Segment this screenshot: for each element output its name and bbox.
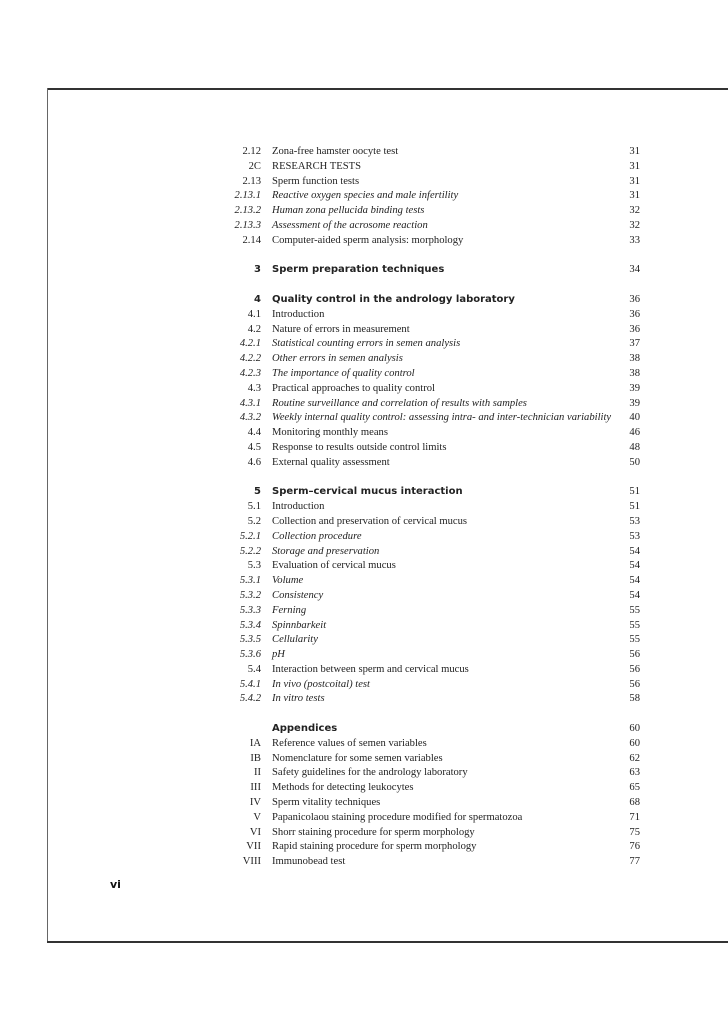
toc-entry-page: 60 — [629, 723, 640, 735]
toc-entry-page: 48 — [629, 441, 640, 453]
toc-entry-page: 39 — [629, 382, 640, 394]
toc-entry-page: 56 — [629, 649, 640, 661]
toc-entry — [0, 737, 728, 752]
toc-entry-number: 5.3.3 — [239, 604, 261, 616]
toc-entry-title: Statistical counting errors in semen analysis — [272, 338, 461, 350]
toc-entry-number: 5.2.1 — [239, 530, 261, 542]
toc-entry-title: Interaction between sperm and cervical mucus — [272, 663, 469, 675]
toc-entry — [0, 633, 728, 648]
toc-entry-page: 32 — [629, 205, 640, 217]
toc-entry-number: 5.3.2 — [239, 589, 261, 601]
toc-entry-page: 32 — [629, 219, 640, 231]
toc-entry-number: 5.4.2 — [239, 693, 261, 705]
toc-entry-page: 77 — [629, 856, 640, 868]
toc-entry-number: III — [250, 782, 261, 794]
toc-entry — [0, 441, 728, 456]
toc-entry-page: 62 — [629, 752, 640, 764]
toc-entry-title: Introduction — [272, 308, 325, 320]
top-rule — [47, 88, 728, 90]
toc-entry-title: Routine surveillance and correlation of results with samples — [272, 397, 527, 409]
toc-entry-number: 4.1 — [247, 308, 261, 320]
toc-entry-page: 46 — [629, 427, 640, 439]
toc-entry — [0, 545, 728, 560]
toc-entry-page: 60 — [629, 737, 640, 749]
toc-entry-number: 4.2.1 — [239, 338, 261, 350]
toc-entry-title: Appendices — [272, 723, 338, 735]
toc-entry — [0, 219, 728, 234]
toc-entry-title: Collection procedure — [272, 530, 362, 542]
toc-entry-page: 54 — [629, 560, 640, 572]
toc-entry-title: Cellularity — [272, 634, 318, 646]
toc-entry — [0, 293, 728, 308]
toc-entry-page: 68 — [629, 797, 640, 809]
toc-entry-title: The importance of quality control — [272, 367, 415, 379]
toc-entry-title: Sperm–cervical mucus interaction — [272, 486, 463, 498]
toc-entry-number: IV — [249, 797, 261, 809]
toc-entry — [0, 367, 728, 382]
toc-entry-number: 5.3 — [247, 560, 261, 572]
table-of-contents — [0, 145, 728, 870]
toc-entry-number: 4.3.2 — [239, 412, 261, 424]
toc-entry-title: Practical approaches to quality control — [272, 382, 435, 394]
toc-entry — [0, 766, 728, 781]
bottom-rule — [47, 941, 728, 943]
toc-entry — [0, 352, 728, 367]
toc-entry — [0, 397, 728, 412]
toc-entry-number: 2.12 — [242, 146, 261, 157]
toc-entry-title: Ferning — [272, 604, 307, 616]
toc-entry-page: 36 — [629, 293, 640, 305]
toc-entry — [0, 604, 728, 619]
toc-entry-number: II — [253, 767, 261, 779]
toc-entry — [0, 189, 728, 204]
toc-entry-page: 65 — [629, 782, 640, 794]
toc-entry — [0, 160, 728, 175]
toc-entry — [0, 855, 728, 870]
toc-entry-number: 4.5 — [247, 441, 261, 453]
toc-entry-number: VI — [249, 826, 261, 838]
toc-entry-page: 54 — [629, 575, 640, 587]
toc-entry-page: 76 — [629, 841, 640, 853]
toc-entry — [0, 811, 728, 826]
toc-entry-page: 63 — [629, 767, 640, 779]
toc-entry-number: VIII — [242, 856, 261, 868]
toc-entry — [0, 619, 728, 634]
toc-entry-title: Volume — [272, 575, 304, 587]
toc-entry-title: In vivo (postcoital) test — [272, 678, 370, 690]
toc-entry — [0, 559, 728, 574]
toc-entry-number: 2C — [248, 160, 261, 172]
toc-entry-page: 56 — [629, 663, 640, 675]
toc-entry-number: 4 — [254, 293, 261, 305]
toc-entry-title: Rapid staining procedure for sperm morphology — [272, 841, 477, 853]
toc-entry-title: Nature of errors in measurement — [272, 323, 410, 335]
toc-entry — [0, 456, 728, 471]
toc-entry-title: Reference values of semen variables — [272, 737, 427, 749]
toc-entry-number: 2.13.3 — [234, 219, 261, 231]
toc-entry — [0, 515, 728, 530]
toc-entry-title: Human zona pellucida binding tests — [272, 205, 425, 217]
toc-entry — [0, 692, 728, 707]
toc-entry-title: Consistency — [272, 589, 324, 601]
toc-entry-page: 50 — [629, 456, 640, 468]
toc-entry — [0, 337, 728, 352]
page-folio: vi — [110, 878, 121, 891]
toc-entry-number: 4.4 — [247, 427, 261, 439]
toc-entry-page: 51 — [629, 486, 640, 498]
toc-entry-title: Storage and preservation — [272, 545, 380, 557]
toc-entry-title: Shorr staining procedure for sperm morphology — [272, 826, 475, 838]
toc-entry-number: V — [253, 811, 261, 823]
toc-entry-title: Quality control in the andrology laboratory — [272, 293, 515, 305]
toc-entry — [0, 485, 728, 500]
toc-entry-title: Methods for detecting leukocytes — [272, 782, 414, 794]
toc-entry-number: VII — [246, 841, 261, 853]
toc-entry-title: Safety guidelines for the andrology laboratory — [272, 767, 468, 779]
toc-entry-number: 3 — [254, 264, 261, 276]
toc-entry — [0, 574, 728, 589]
toc-entry-title: Evaluation of cervical mucus — [272, 560, 396, 572]
toc-entry-title: Sperm function tests — [272, 175, 360, 187]
toc-entry-title: Monitoring monthly means — [272, 427, 388, 439]
toc-entry-title: Response to results outside control limits — [272, 441, 447, 453]
toc-entry — [0, 663, 728, 678]
toc-entry — [0, 500, 728, 515]
toc-entry-title: Introduction — [272, 501, 325, 513]
toc-entry-page: 58 — [629, 693, 640, 705]
toc-entry-number: 4.3.1 — [239, 397, 261, 409]
toc-entry-number: 5.3.5 — [239, 634, 261, 646]
toc-entry-page: 71 — [629, 811, 640, 823]
toc-entry — [0, 234, 728, 249]
toc-entry-page: 33 — [629, 234, 640, 246]
toc-entry-page: 38 — [629, 367, 640, 379]
toc-entry-title: pH — [272, 649, 285, 661]
toc-entry-title: Computer-aided sperm analysis: morphology — [272, 234, 464, 246]
toc-entry-number: 5.2 — [247, 515, 261, 527]
toc-entry-number: 4.6 — [247, 456, 261, 468]
toc-entry — [0, 530, 728, 545]
toc-entry — [0, 648, 728, 663]
toc-entry — [0, 263, 728, 278]
toc-entry-title: In vitro tests — [272, 693, 325, 705]
toc-entry-title: Sperm preparation techniques — [272, 264, 445, 276]
toc-entry-number: 4.2.2 — [239, 353, 261, 365]
toc-entry-page: 37 — [629, 338, 640, 350]
toc-entry-title: Weekly internal quality control: assessing intra- and inter-technician variability — [272, 412, 612, 424]
toc-entry-number: 5.3.1 — [239, 575, 261, 587]
toc-entry — [0, 678, 728, 693]
toc-entry — [0, 308, 728, 323]
toc-entry-page: 54 — [629, 589, 640, 601]
toc-entry-page: 38 — [629, 353, 640, 365]
toc-entry-number: IA — [249, 737, 261, 749]
toc-entry — [0, 781, 728, 796]
toc-entry-number: 5.2.2 — [239, 545, 261, 557]
toc-entry — [0, 426, 728, 441]
toc-entry-title: Zona-free hamster oocyte test — [272, 146, 399, 157]
toc-entry-page: 36 — [629, 308, 640, 320]
toc-entry-number: 5.3.6 — [239, 649, 261, 661]
toc-entry-title: RESEARCH TESTS — [272, 160, 361, 172]
toc-entry-page: 51 — [629, 501, 640, 513]
toc-entry — [0, 722, 728, 737]
toc-entry-page: 31 — [629, 190, 640, 202]
toc-entry — [0, 589, 728, 604]
toc-entry — [0, 204, 728, 219]
toc-entry-page: 75 — [629, 826, 640, 838]
toc-entry-page: 31 — [629, 146, 640, 157]
toc-entry-number: IB — [250, 752, 261, 764]
toc-entry-page: 54 — [629, 545, 640, 557]
toc-entry-number: 4.2.3 — [239, 367, 261, 379]
toc-entry — [0, 175, 728, 190]
toc-entry-title: Assessment of the acrosome reaction — [272, 219, 428, 231]
toc-entry-number: 5.4 — [247, 663, 261, 675]
toc-entry-title: Collection and preservation of cervical mucus — [272, 515, 468, 527]
toc-entry-page: 36 — [629, 323, 640, 335]
toc-entry — [0, 145, 728, 160]
toc-entry-page: 31 — [629, 160, 640, 172]
toc-entry-page: 55 — [629, 619, 640, 631]
toc-entry-title: Nomenclature for some semen variables — [272, 752, 443, 764]
toc-entry-number: 5 — [254, 486, 261, 498]
toc-entry-page: 56 — [629, 678, 640, 690]
toc-entry-page: 40 — [629, 412, 640, 424]
toc-entry-title: Reactive oxygen species and male infertility — [272, 190, 459, 202]
toc-entry-page: 53 — [629, 530, 640, 542]
toc-entry — [0, 840, 728, 855]
toc-entry — [0, 826, 728, 841]
toc-entry — [0, 752, 728, 767]
toc-entry-number: 4.2 — [247, 323, 261, 335]
toc-entry-number: 2.13.1 — [234, 190, 261, 202]
toc-entry-title: Sperm vitality techniques — [272, 797, 381, 809]
toc-entry-number: 2.13 — [242, 175, 261, 187]
toc-entry-number: 5.3.4 — [239, 619, 261, 631]
toc-entry-number: 4.3 — [247, 382, 261, 394]
toc-entry-number: 2.13.2 — [234, 205, 261, 217]
toc-entry-title: Spinnbarkeit — [272, 619, 327, 631]
toc-entry — [0, 411, 728, 426]
toc-entry-page: 34 — [629, 264, 640, 276]
toc-entry-number: 5.1 — [247, 501, 261, 513]
toc-entry-page: 53 — [629, 515, 640, 527]
toc-entry-number: 5.4.1 — [239, 678, 261, 690]
toc-entry-page: 55 — [629, 634, 640, 646]
toc-entry — [0, 382, 728, 397]
toc-entry-title: Immunobead test — [272, 856, 346, 868]
toc-entry-number: 2.14 — [242, 234, 261, 246]
toc-entry-page: 55 — [629, 604, 640, 616]
toc-entry — [0, 796, 728, 811]
toc-entry-title: External quality assessment — [272, 456, 390, 468]
toc-entry-title: Papanicolaou staining procedure modified for spermatozoa — [272, 811, 523, 823]
toc-entry-title: Other errors in semen analysis — [272, 353, 403, 365]
toc-entry-page: 31 — [629, 175, 640, 187]
toc-entry-page: 39 — [629, 397, 640, 409]
toc-entry — [0, 323, 728, 338]
